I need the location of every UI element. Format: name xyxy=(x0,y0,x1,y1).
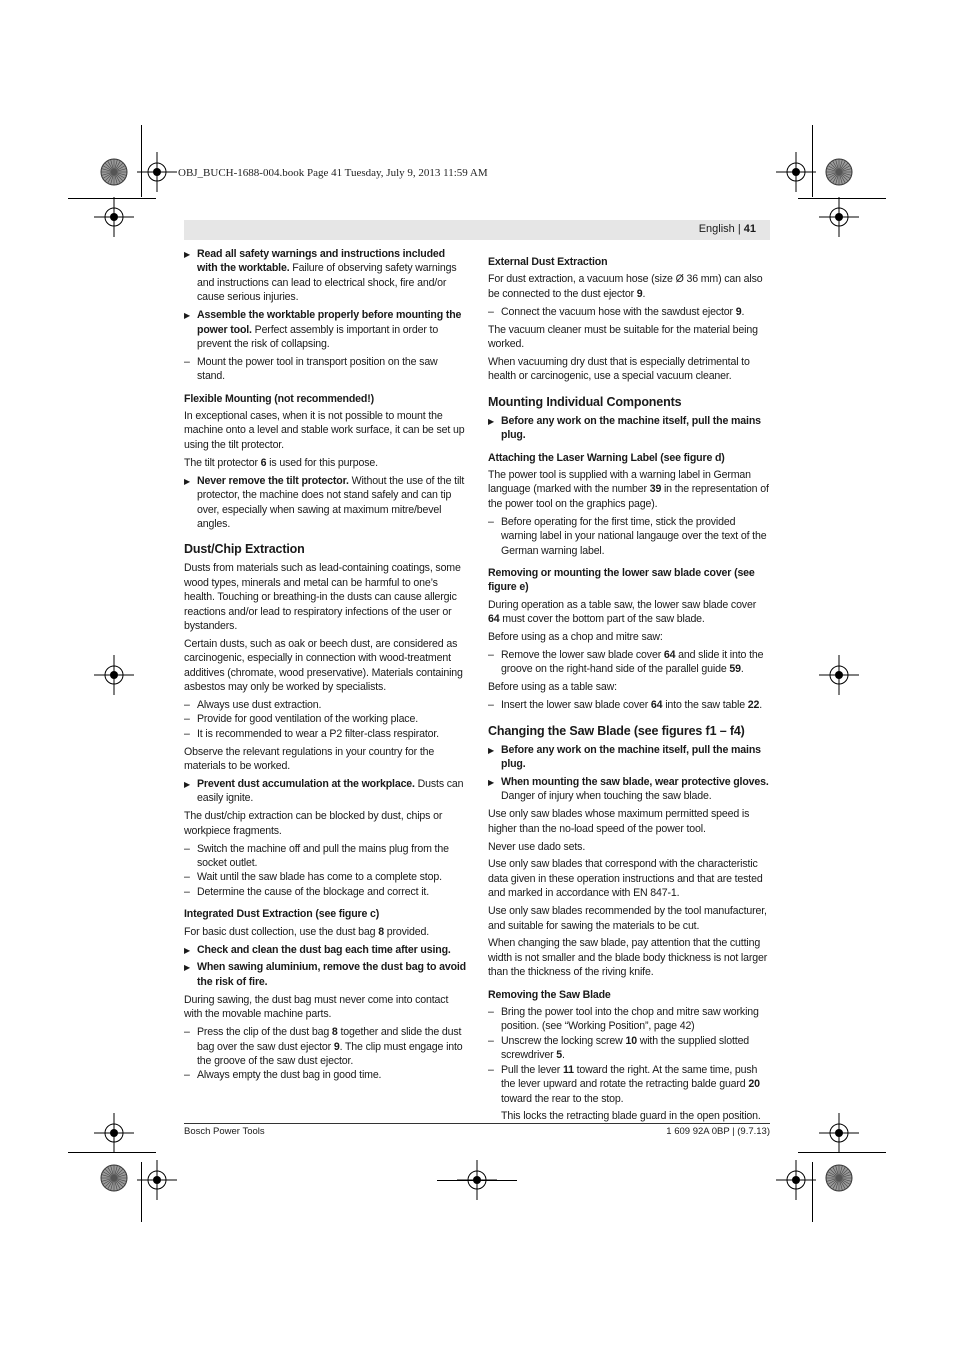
text-run: Connect the vacuum hose with the sawdust ejector xyxy=(501,305,736,318)
crop-line xyxy=(798,1152,886,1153)
dash-marker: – xyxy=(184,871,190,884)
dash-list xyxy=(488,515,770,558)
text-run: Certain dusts, such as oak or beech dust, are considered as carcinogenic, especially in connection with wood-treatment additives (chromate, wood preservative). Materials containing asbestos may only be worked by specialists. xyxy=(184,637,463,694)
dash-marker: – xyxy=(488,1063,494,1076)
text-run: . xyxy=(642,287,646,300)
warning-bullet xyxy=(184,960,466,989)
bold-text: 59 xyxy=(729,663,741,676)
bold-text: 11 xyxy=(562,1063,574,1076)
text-run: Before using as a table saw: xyxy=(488,681,617,694)
bullet-arrow-icon: ▶ xyxy=(488,745,495,755)
paragraph xyxy=(184,745,466,774)
bold-text: 9 xyxy=(636,287,643,300)
dash-marker: – xyxy=(184,885,190,898)
text-run: Dusts can easily ignite. xyxy=(197,778,464,805)
dash-marker: – xyxy=(184,1069,190,1082)
text-run: For basic dust collection, use the dust bag xyxy=(184,925,379,938)
text-run: in the representation of the power tool on the graphics page). xyxy=(488,483,769,510)
bold-text: 64 xyxy=(663,648,676,661)
text-run: Always use dust extraction. xyxy=(197,698,322,711)
paragraph xyxy=(184,561,466,633)
text-run: Bring the power tool into the chop and mitre saw working position. (see “Working Position”, page 42) xyxy=(501,1006,759,1033)
text-run: Before using as a chop and mitre saw: xyxy=(488,631,663,644)
header-separator: | xyxy=(737,223,744,235)
left-column xyxy=(184,247,466,1086)
list-item xyxy=(488,698,770,712)
bullet-arrow-icon: ▶ xyxy=(488,416,495,426)
list-item xyxy=(488,1034,770,1063)
subsection-heading: Flexible Mounting (not recommended!) xyxy=(184,392,374,405)
list-item xyxy=(488,648,770,677)
dash-marker: – xyxy=(184,727,190,740)
text-run: The power tool is supplied with a warning label in German language (marked with the number xyxy=(488,468,751,496)
header-language: English xyxy=(698,223,735,235)
print-info-line: OBJ_BUCH-1688-004.book Page 41 Tuesday, July 9, 2013 11:59 AM xyxy=(178,167,488,179)
text-run: This locks the retracting blade guard in the open position. xyxy=(501,1110,761,1123)
text-run: Perfect assembly is important in order to prevent the risk of collapsing. xyxy=(197,323,439,350)
bold-text: Before any work on the machine itself, pull the mains plug. xyxy=(501,743,761,770)
text-run: Never use dado sets. xyxy=(488,840,586,853)
text-run: Insert the lower saw blade cover xyxy=(501,699,651,712)
paragraph xyxy=(488,630,770,644)
paragraph xyxy=(488,323,770,352)
dash-marker: – xyxy=(488,1034,494,1047)
subsection-heading: Attaching the Laser Warning Label (see figure d) xyxy=(488,451,725,464)
right-column xyxy=(488,247,770,1127)
registration-target-icon xyxy=(137,1160,177,1200)
paragraph xyxy=(488,272,770,301)
dash-list xyxy=(488,648,770,677)
warning-bullet xyxy=(184,943,466,957)
dash-list xyxy=(184,355,466,384)
paragraph xyxy=(184,925,466,939)
list-item xyxy=(184,1068,466,1082)
list-item xyxy=(184,842,466,871)
paragraph xyxy=(488,598,770,627)
footer-rule xyxy=(184,1123,770,1124)
text-run: is used for this purpose. xyxy=(266,456,378,469)
text-run: Provide for good ventilation of the working place. xyxy=(197,713,418,726)
list-item xyxy=(488,515,770,558)
color-wheel-icon xyxy=(100,1164,128,1192)
paragraph xyxy=(184,456,466,470)
dash-marker: – xyxy=(488,305,494,318)
crop-line xyxy=(141,1162,142,1222)
footer-left: Bosch Power Tools xyxy=(184,1126,265,1137)
text-run: Use only saw blades whose maximum permitted speed is higher than the no-load speed of the power tool. xyxy=(488,808,750,835)
text-run: Remove the lower saw blade cover xyxy=(501,648,664,661)
text-run: provided. xyxy=(383,925,429,938)
dash-marker: – xyxy=(184,698,190,711)
text-run: It is recommended to wear a P2 filter-class respirator. xyxy=(197,727,439,740)
bold-text: When sawing aluminium, remove the dust bag to avoid the risk of fire. xyxy=(197,961,466,988)
paragraph xyxy=(488,904,770,933)
bullet-arrow-icon: ▶ xyxy=(184,945,191,955)
text-run: Use only saw blades recommended by the tool manufacturer, and suitable for sawing the materials to be cut. xyxy=(488,905,767,932)
text-run: Failure of observing safety warnings and instructions can lead to electrical shock, fire and/or cause serious injuries. xyxy=(197,262,457,304)
text-run: When changing the saw blade, pay attention that the cutting width is not smaller and the blade body thickness is not larger than the thickness of the riving knife. xyxy=(488,937,768,979)
text-run: Mount the power tool in transport position on the saw stand. xyxy=(197,355,438,383)
text-run: The dust/chip extraction can be blocked by dust, chips or workpiece fragments. xyxy=(184,810,443,837)
text-run: . xyxy=(740,663,744,676)
registration-target-icon xyxy=(819,197,859,237)
text-run: Observe the relevant regulations in your country for the materials to be worked. xyxy=(184,745,435,773)
subsection-heading: External Dust Extraction xyxy=(488,256,608,268)
text-run: Dusts from materials such as lead-containing coatings, some wood types, minerals and metal can be harmful to one’s health. Touching or breathing-in the dusts can cause allergic reactions and/or lead to respiratory infections of the user or bystanders. xyxy=(184,562,461,632)
list-item xyxy=(184,355,466,384)
bold-text: Before any work on the machine itself, pull the mains plug. xyxy=(501,414,761,442)
paragraph xyxy=(184,993,466,1022)
bold-text: 20 xyxy=(748,1078,760,1091)
text-run: In exceptional cases, when it is not possible to mount the machine onto a level and stable work surface, it can be set up using the tilt protector. xyxy=(184,410,465,451)
paragraph xyxy=(488,840,770,854)
paragraph xyxy=(488,355,770,384)
bullet-arrow-icon: ▶ xyxy=(184,250,191,259)
text-run: must cover the bottom part of the saw blade. xyxy=(499,613,705,626)
header-text xyxy=(699,223,756,235)
text-run: The tilt protector xyxy=(184,456,261,469)
crop-line xyxy=(437,1180,517,1181)
section-heading: Changing the Saw Blade (see figures f1 – f4) xyxy=(488,723,745,738)
paragraph xyxy=(184,409,466,452)
paragraph xyxy=(488,807,770,836)
list-item xyxy=(184,712,466,726)
color-wheel-icon xyxy=(825,1164,853,1192)
registration-target-icon xyxy=(94,197,134,237)
page-number: 41 xyxy=(743,223,756,235)
bold-text: 22 xyxy=(747,699,760,712)
text-run: Press the clip of the dust bag xyxy=(197,1026,332,1039)
dash-list xyxy=(184,698,466,741)
text-run: . xyxy=(562,1049,565,1062)
dash-marker: – xyxy=(488,515,494,528)
color-wheel-icon xyxy=(100,158,128,186)
bold-text: 8 xyxy=(331,1026,338,1039)
crop-line xyxy=(68,198,156,199)
page-header xyxy=(184,220,770,240)
crop-line xyxy=(68,1152,156,1153)
dash-marker: – xyxy=(184,842,190,855)
paragraph xyxy=(184,809,466,838)
paragraph xyxy=(488,680,770,694)
bold-text: 5 xyxy=(556,1049,563,1062)
text-run: When vacuuming dry dust that is especially detrimental to health or carcinogenic, use a special vacuum cleaner. xyxy=(488,355,750,383)
bold-text: Assemble the worktable properly before mounting the power tool. xyxy=(197,309,462,336)
bold-text: 64 xyxy=(650,699,663,712)
warning-bullet xyxy=(488,743,770,772)
text-run: Pull the lever xyxy=(501,1063,563,1076)
dash-list xyxy=(488,698,770,712)
registration-target-icon xyxy=(94,655,134,695)
dash-list xyxy=(184,1025,466,1083)
text-run: During operation as a table saw, the lower saw blade cover xyxy=(488,598,757,611)
dash-list xyxy=(184,842,466,900)
paragraph xyxy=(488,468,770,511)
subsection-heading: Removing the Saw Blade xyxy=(488,988,611,1001)
text-run: . xyxy=(741,305,745,318)
crop-line xyxy=(141,125,142,197)
text-run: together and slide the dust bag over the saw dust ejector xyxy=(197,1026,462,1053)
warning-bullet xyxy=(184,247,466,305)
bold-text: 6 xyxy=(260,456,267,469)
text-run: Use only saw blades that correspond with the characteristic data given in these operation instructions and that are tested and marked in accordance with EN 847-1. xyxy=(488,858,763,900)
text-run: Determine the cause of the blockage and correct it. xyxy=(197,885,430,898)
warning-bullet xyxy=(184,777,466,806)
bullet-arrow-icon: ▶ xyxy=(184,780,191,789)
bold-text: Check and clean the dust bag each time after using. xyxy=(197,943,451,956)
bold-text: When mounting the saw blade, wear protective gloves. xyxy=(501,775,769,788)
dash-marker: – xyxy=(184,1026,190,1039)
text-run: For dust extraction, a vacuum hose (size Ø 36 mm) can also be connected to the dust ejector xyxy=(488,273,763,300)
text-run: toward the rear to the stop. xyxy=(501,1092,624,1105)
text-run: and slide it into the groove on the right-hand side of the parallel guide xyxy=(501,648,764,676)
bullet-arrow-icon: ▶ xyxy=(488,777,495,787)
dash-marker: – xyxy=(488,1006,494,1019)
dash-marker: – xyxy=(184,713,190,726)
list-item xyxy=(184,698,466,712)
list-item xyxy=(184,885,466,899)
text-run: The vacuum cleaner must be suitable for the material being worked. xyxy=(488,323,758,351)
text-run: Always empty the dust bag in good time. xyxy=(197,1069,382,1082)
text-run: Wait until the saw blade has come to a complete stop. xyxy=(197,871,442,884)
color-wheel-icon xyxy=(825,158,853,186)
subsection-heading: Integrated Dust Extraction (see figure c) xyxy=(184,908,380,921)
bold-text: 39 xyxy=(649,483,662,496)
subsection-heading: Removing or mounting the lower saw blade cover (see figure e) xyxy=(488,566,755,594)
bullet-arrow-icon: ▶ xyxy=(184,963,191,973)
paragraph xyxy=(184,637,466,695)
warning-bullet xyxy=(184,474,466,532)
bullet-arrow-icon: ▶ xyxy=(184,311,191,321)
bold-text: 9 xyxy=(735,305,742,318)
bold-text: 8 xyxy=(378,925,384,938)
registration-target-icon xyxy=(819,655,859,695)
dash-list xyxy=(488,1005,770,1106)
registration-target-icon xyxy=(776,152,816,192)
list-item xyxy=(184,727,466,741)
dash-list xyxy=(488,305,770,319)
warning-bullet xyxy=(184,308,466,351)
indented-paragraph xyxy=(488,1109,770,1123)
crop-line xyxy=(812,1162,813,1222)
bold-text: 10 xyxy=(625,1034,637,1047)
list-item xyxy=(488,1063,770,1106)
section-heading: Mounting Individual Components xyxy=(488,394,682,409)
text-run: into the saw table xyxy=(662,699,748,712)
list-item xyxy=(184,870,466,884)
text-run: Danger of injury when touching the saw blade. xyxy=(501,790,712,803)
bold-text: Prevent dust accumulation at the workplace. xyxy=(197,778,415,790)
registration-target-icon xyxy=(94,1113,134,1153)
dash-marker: – xyxy=(488,648,494,661)
crop-line xyxy=(798,198,886,199)
bold-text: 9 xyxy=(333,1040,340,1053)
registration-target-icon xyxy=(776,1160,816,1200)
warning-bullet xyxy=(488,775,770,804)
text-run: with the supplied slotted screwdriver xyxy=(501,1034,750,1062)
list-item xyxy=(184,1025,466,1068)
crop-line xyxy=(812,125,813,197)
bold-text: 64 xyxy=(488,613,500,626)
list-item xyxy=(488,1005,770,1034)
bullet-arrow-icon: ▶ xyxy=(184,476,191,486)
registration-target-icon xyxy=(137,152,177,192)
registration-target-icon xyxy=(819,1113,859,1153)
bold-text: Never remove the tilt protector. xyxy=(197,474,349,487)
text-run: During sawing, the dust bag must never come into contact with the movable machine parts. xyxy=(184,993,449,1021)
text-run: Unscrew the locking screw xyxy=(501,1034,626,1047)
bold-text: Read all safety warnings and instructions included with the worktable. xyxy=(197,248,445,275)
paragraph xyxy=(488,857,770,900)
text-run: Without the use of the tilt protector, the machine does not stand safely and can tip over, especially when sawing at maximum mitre/bevel angles. xyxy=(197,474,465,530)
text-run: . xyxy=(759,699,763,712)
text-run: toward the right. At the same time, push the lever upward and rotate the retracting balde guard xyxy=(501,1063,758,1091)
list-item xyxy=(488,305,770,319)
section-heading: Dust/Chip Extraction xyxy=(184,542,305,557)
paragraph xyxy=(488,936,770,979)
dash-marker: – xyxy=(488,699,494,712)
dash-marker: – xyxy=(184,355,190,368)
text-run: . The clip must engage into the groove of the saw dust ejector. xyxy=(197,1040,463,1067)
text-run: Switch the machine off and pull the mains plug from the socket outlet. xyxy=(197,842,449,870)
footer-right: 1 609 92A 0BP | (9.7.13) xyxy=(666,1126,770,1137)
text-run: Before operating for the first time, stick the provided warning label in your national langauge over the text of the German warning label. xyxy=(501,515,767,557)
warning-bullet xyxy=(488,414,770,443)
